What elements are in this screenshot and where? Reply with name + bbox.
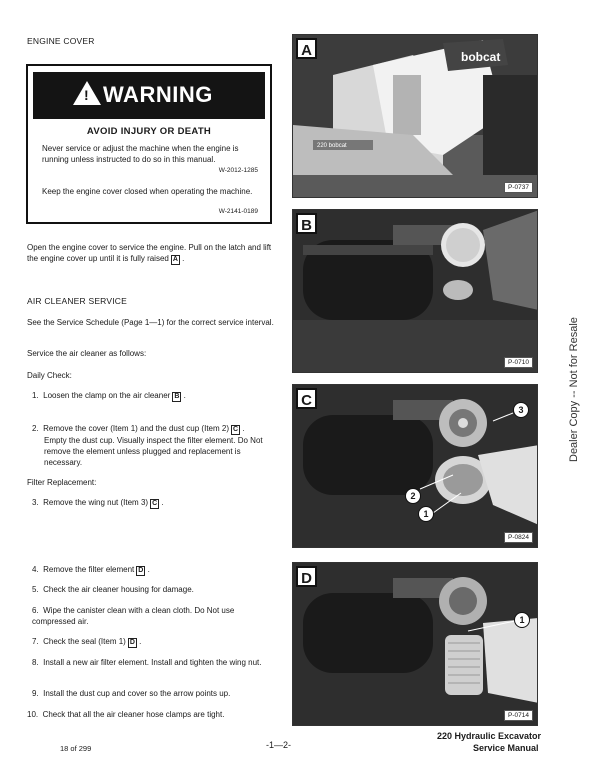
excavator-engine-cover-image — [293, 35, 538, 198]
service-as-follows: Service the air cleaner as follows: — [27, 349, 147, 358]
callout-3: 3 — [513, 402, 529, 418]
photo-label-b: B — [296, 213, 317, 234]
step-5: 5. Check the air cleaner housing for damage. — [32, 585, 194, 594]
photo-code-b: P-0710 — [504, 357, 533, 368]
callout-1: 1 — [514, 612, 530, 628]
page-count: 18 of 299 — [60, 744, 92, 753]
warning-paragraph-1: Never service or adjust the machine when the engine is running unless instructed to do so in this manual. — [42, 144, 239, 164]
callout-1: 1 — [418, 506, 434, 522]
photo-label-a: A — [296, 38, 317, 59]
engine-cover-instructions: Open the engine cover to service the engine. Pull on the latch and lift the engine cover up until it is fully raised A . — [27, 243, 272, 263]
step-2: 2. Remove the cover (Item 1) and the dust cup (Item 2) C . Empty the dust cup. Visually inspect the filter element. Do Not remove the element unless plugged and replacement is necessary. — [32, 424, 263, 467]
step-8: 8. Install a new air filter element. Install and tighten the wing nut. — [32, 658, 262, 667]
section-heading-air-cleaner: AIR CLEANER SERVICE — [27, 296, 128, 306]
warning-code-1: W-2012-1285 — [218, 167, 258, 174]
figure-ref: A — [172, 256, 178, 263]
air-cleaner-clamp-image — [293, 210, 538, 373]
warning-paragraph-2: Keep the engine cover closed when operating the machine. — [42, 187, 253, 196]
page-number: -1—2- — [266, 740, 292, 750]
photo-c — [292, 384, 538, 548]
section-heading-engine-cover: ENGINE COVER — [27, 36, 95, 46]
callout-2: 2 — [405, 488, 421, 504]
step-7: 7. Check the seal (Item 1) D . — [32, 637, 142, 646]
service-intro: See the Service Schedule (Page 1—1) for the correct service interval. — [27, 318, 274, 327]
daily-check-label: Daily Check: — [27, 371, 72, 380]
step-3: 3. Remove the wing nut (Item 3) C . — [32, 498, 164, 507]
warning-subtitle: AVOID INJURY OR DEATH — [86, 126, 212, 137]
photo-label-d: D — [296, 566, 317, 587]
warning-header: ! WARNING — [33, 72, 265, 119]
step-10: 10. Check that all the air cleaner hose clamps are tight. — [27, 710, 225, 719]
warning-code-2: W-2141-0189 — [218, 208, 258, 215]
filter-element-image — [293, 563, 538, 726]
step-6: 6. Wipe the canister clean with a clean cloth. Do Not use compressed air. — [32, 606, 235, 626]
photo-b — [292, 209, 538, 373]
photo-code-c: P-0824 — [504, 532, 533, 543]
filter-replacement-label: Filter Replacement: — [27, 478, 97, 487]
footer-manual: Service Manual — [473, 743, 539, 753]
photo-label-c: C — [296, 388, 317, 409]
dealer-copy-note: Dealer Copy -- Not for Resale — [568, 317, 580, 462]
photo-code-d: P-0714 — [504, 710, 533, 721]
step-1: 1. Loosen the clamp on the air cleaner B . — [32, 391, 186, 400]
warning-title: WARNING — [103, 82, 213, 107]
footer-model: 220 Hydraulic Excavator — [437, 731, 542, 741]
side-decal: 220 bobcat — [317, 143, 347, 149]
bobcat-decal: bobcat — [461, 50, 501, 64]
step-4: 4. Remove the filter element D . — [32, 565, 150, 574]
photo-a — [292, 34, 538, 198]
photo-code-a: P-0737 — [504, 182, 533, 193]
dust-cup-removal-image — [293, 385, 538, 548]
photo-d — [292, 562, 538, 726]
step-9: 9. Install the dust cup and cover so the arrow points up. — [32, 689, 231, 698]
